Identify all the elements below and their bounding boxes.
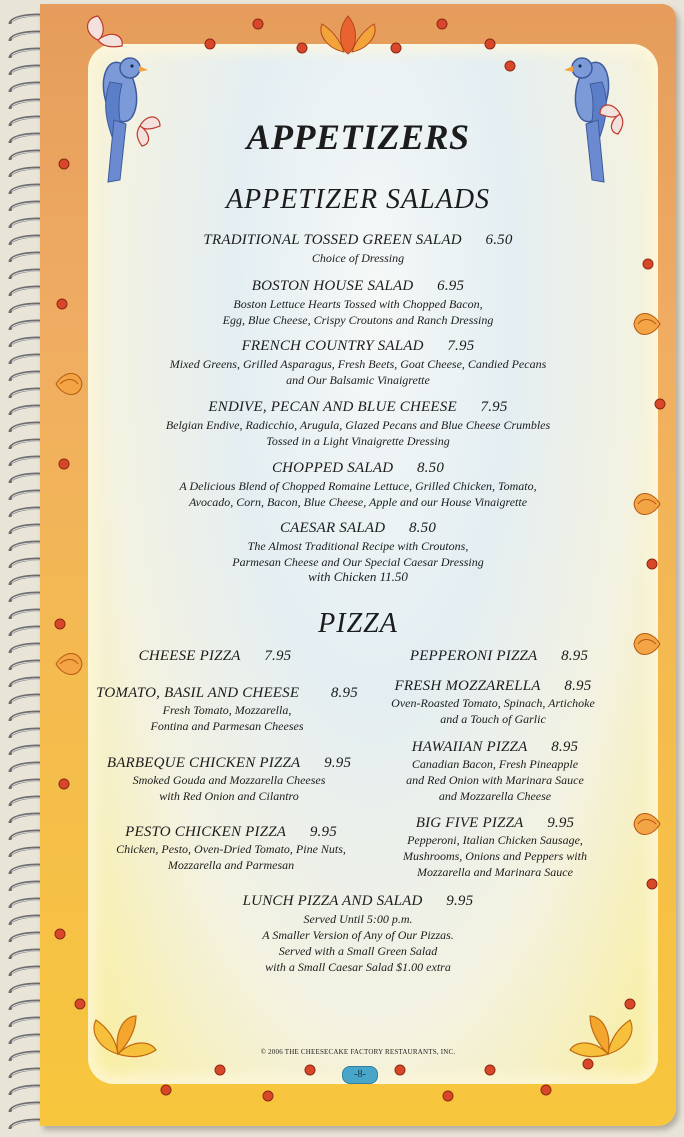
- menu-item-description: Egg, Blue Cheese, Crispy Croutons and Ranch Dressing: [222, 313, 494, 327]
- menu-item-description: Pepperoni, Italian Chicken Sausage,: [407, 833, 583, 847]
- menu-item-description: Fresh Tomato, Mozzarella,: [162, 703, 292, 717]
- menu-item-title: FRENCH COUNTRY SALAD 7.95: [241, 338, 475, 354]
- page-number: -8-: [342, 1066, 378, 1084]
- menu-item-title: PESTO CHICKEN PIZZA 9.95: [125, 824, 337, 840]
- menu-item-description: Oven-Roasted Tomato, Spinach, Artichoke: [391, 696, 595, 710]
- menu-item-title: BOSTON HOUSE SALAD 6.95: [251, 278, 465, 294]
- menu-item-description: Served Until 5:00 p.m.: [303, 912, 413, 926]
- menu-item-description: Mixed Greens, Grilled Asparagus, Fresh Beets, Goat Cheese, Candied Pecans: [169, 357, 547, 371]
- menu-item-description: and Our Balsamic Vinaigrette: [286, 373, 430, 387]
- menu-item-description: Served with a Small Green Salad: [278, 944, 438, 958]
- menu-item-description: Fontina and Parmesan Cheeses: [150, 719, 304, 733]
- menu-item-title: LUNCH PIZZA AND SALAD 9.95: [242, 893, 474, 909]
- pizza-item: [96, 824, 366, 873]
- menu-item-title: BARBEQUE CHICKEN PIZZA 9.95: [106, 755, 352, 771]
- menu-item-addon: with Chicken 11.50: [308, 569, 408, 584]
- menu-item-title: CAESAR SALAD 8.50: [279, 520, 437, 536]
- menu-item-description: Mozzarella and Marinara Sauce: [417, 865, 573, 879]
- pizza-item: [368, 678, 618, 727]
- page-title: APPETIZERS: [246, 117, 470, 157]
- menu-item-title: CHEESE PIZZA 7.95: [138, 648, 292, 664]
- menu-item-description: Belgian Endive, Radicchio, Arugula, Glazed Pecans and Blue Cheese Crumbles: [165, 418, 551, 432]
- menu-item-description: Canadian Bacon, Fresh Pineapple: [411, 757, 579, 771]
- menu-content: [40, 0, 676, 1137]
- menu-item-description: Parmesan Cheese and Our Special Caesar Dressing: [232, 555, 484, 569]
- menu-item-title: PEPPERONI PIZZA 8.95: [409, 648, 589, 664]
- section-heading-pizza: PIZZA: [318, 608, 398, 639]
- menu-item-description: with Red Onion and Cilantro: [159, 789, 299, 803]
- section-heading-salads: APPETIZER SALADS: [225, 184, 491, 215]
- menu-item-description: A Smaller Version of Any of Our Pizzas.: [262, 928, 454, 942]
- menu-item-description: Smoked Gouda and Mozzarella Cheeses: [132, 773, 326, 787]
- menu-item-description: A Delicious Blend of Chopped Romaine Lettuce, Grilled Chicken, Tomato,: [179, 479, 537, 493]
- menu-item-description: and Mozzarella Cheese: [438, 789, 552, 803]
- pizza-item: [94, 755, 364, 804]
- pizza-left-column: [80, 648, 350, 665]
- menu-item-description: Boston Lettuce Hearts Tossed with Chopped Bacon,: [233, 297, 483, 311]
- menu-item-title: CHOPPED SALAD 8.50: [271, 460, 445, 476]
- menu-item-title: TOMATO, BASIL AND CHEESE 8.95: [96, 685, 358, 701]
- menu-item-description: Avocado, Corn, Bacon, Blue Cheese, Apple and our House Vinaigrette: [188, 495, 528, 509]
- menu-item-description: and Red Onion with Marinara Sauce: [406, 773, 584, 787]
- menu-item-title: BIG FIVE PIZZA 9.95: [415, 815, 575, 831]
- menu-item-title: ENDIVE, PECAN AND BLUE CHEESE 7.95: [208, 399, 508, 415]
- menu-item-description: and a Touch of Garlic: [440, 712, 546, 726]
- menu-item-description: Choice of Dressing: [311, 251, 405, 265]
- menu-item-description: Chicken, Pesto, Oven-Dried Tomato, Pine Nuts,: [116, 842, 346, 856]
- menu-item-description: Tossed in a Light Vinaigrette Dressing: [266, 434, 450, 448]
- menu-item-description: Mushrooms, Onions and Peppers with: [403, 849, 587, 863]
- menu-item-description: with a Small Caesar Salad $1.00 extra: [265, 960, 451, 974]
- pizza-item: [370, 739, 620, 804]
- menu-item-title: HAWAIIAN PIZZA 8.95: [411, 739, 579, 755]
- copyright-notice: © 2006 THE CHEESECAKE FACTORY RESTAURANTS, INC.: [260, 1048, 456, 1056]
- menu-item-description: Mozzarella and Parmesan: [167, 858, 295, 872]
- pizza-item: [370, 815, 620, 880]
- pizza-item: [92, 685, 362, 734]
- menu-item-title: TRADITIONAL TOSSED GREEN SALAD 6.50: [203, 232, 513, 248]
- menu-item-title: FRESH MOZZARELLA 8.95: [394, 678, 592, 694]
- pizza-item: [374, 648, 624, 665]
- menu-item-description: The Almost Traditional Recipe with Croutons,: [247, 539, 469, 553]
